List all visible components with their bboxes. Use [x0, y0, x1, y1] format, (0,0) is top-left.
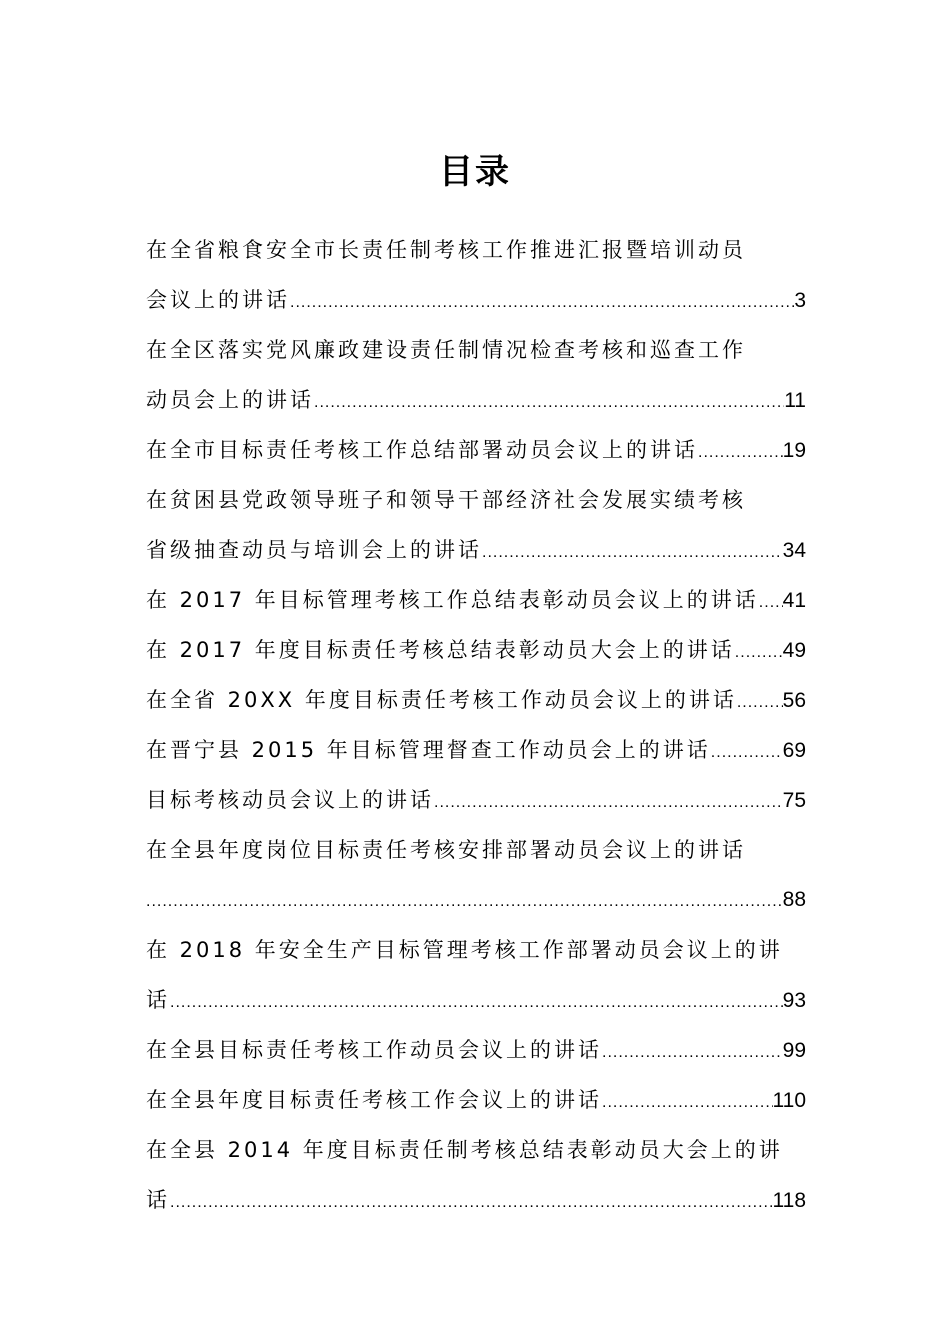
- toc-entry[interactable]: [146, 775, 806, 825]
- toc-entry-last-line: [146, 625, 806, 675]
- dot-leader: [602, 1078, 773, 1125]
- page-title: 目录: [439, 152, 511, 192]
- toc-entry-last-line: [146, 775, 806, 825]
- toc-entry-last-line: [146, 275, 806, 325]
- toc-page-number: 56: [782, 689, 806, 712]
- toc-entry[interactable]: [146, 225, 806, 325]
- toc-page-number: 93: [782, 989, 806, 1012]
- toc-entry-last-line: [146, 575, 806, 625]
- dot-leader: [170, 1178, 773, 1225]
- dot-leader: [290, 278, 794, 325]
- table-of-contents: [146, 225, 806, 1225]
- toc-entry-title-line: 在 2018 年安全生产目标管理考核工作部署动员会议上的讲: [146, 938, 783, 962]
- toc-entry-title-end: 在 2017 年目标管理考核工作总结表彰动员会议上的讲话: [146, 588, 759, 612]
- dot-leader: [735, 628, 783, 675]
- toc-entry-title-end: 在晋宁县 2015 年目标管理督查工作动员会上的讲话: [146, 738, 711, 762]
- toc-entry-title-end: 省级抽查动员与培训会上的讲话: [146, 538, 482, 562]
- toc-page-number: 118: [772, 1189, 806, 1212]
- toc-entry-last-line: [146, 1075, 806, 1125]
- dot-leader: [602, 1028, 783, 1075]
- dot-leader: [314, 378, 784, 425]
- toc-entry-title-line: 在全县 2014 年度目标责任制考核总结表彰动员大会上的讲: [146, 1138, 783, 1162]
- toc-entry-title-end: 话: [146, 988, 170, 1012]
- toc-entry[interactable]: [146, 625, 806, 675]
- toc-entry-last-line: [146, 725, 806, 775]
- toc-entry[interactable]: [146, 925, 806, 1025]
- toc-entry[interactable]: [146, 1025, 806, 1075]
- toc-entry-title-line: 在贫困县党政领导班子和领导干部经济社会发展实绩考核: [146, 488, 746, 512]
- toc-entry-last-line: [146, 1175, 806, 1225]
- toc-page-number: 34: [782, 539, 806, 562]
- toc-page-number: 69: [782, 739, 806, 762]
- dot-leader: [434, 778, 783, 825]
- toc-page-number: 88: [782, 888, 806, 911]
- dot-leader: [146, 877, 783, 925]
- toc-page-number: 19: [782, 439, 806, 462]
- toc-entry-title-end: 动员会上的讲话: [146, 388, 314, 412]
- toc-entry-title-end: 目标考核动员会议上的讲话: [146, 788, 434, 812]
- toc-entry-title-end: 在全市目标责任考核工作总结部署动员会议上的讲话: [146, 438, 698, 462]
- toc-entry-last-line: [146, 525, 806, 575]
- toc-page-number: 49: [782, 639, 806, 662]
- toc-entry-title-end: 在 2017 年度目标责任考核总结表彰动员大会上的讲话: [146, 638, 735, 662]
- toc-page-number: 75: [782, 789, 806, 812]
- toc-entry-title-end: 会议上的讲话: [146, 288, 290, 312]
- toc-entry-last-line: [146, 375, 806, 425]
- toc-entry[interactable]: [146, 725, 806, 775]
- toc-entry-title-line: 在全县年度岗位目标责任考核安排部署动员会议上的讲话: [146, 838, 746, 862]
- toc-entry[interactable]: [146, 475, 806, 575]
- toc-entry-title-line: 在全省粮食安全市长责任制考核工作推进汇报暨培训动员: [146, 238, 746, 262]
- toc-page-number: 3: [794, 289, 806, 312]
- toc-page-number: 41: [782, 589, 806, 612]
- toc-entry-title-end: 在全县目标责任考核工作动员会议上的讲话: [146, 1038, 602, 1062]
- toc-entry-last-line: [146, 425, 806, 475]
- dot-leader: [711, 728, 783, 775]
- toc-entry-last-line: [146, 975, 806, 1025]
- dot-leader: [737, 678, 783, 725]
- toc-entry[interactable]: [146, 1075, 806, 1125]
- toc-page-number: 99: [782, 1039, 806, 1062]
- toc-entry[interactable]: [146, 1125, 806, 1225]
- toc-entry-title-end: 在全县年度目标责任考核工作会议上的讲话: [146, 1088, 602, 1112]
- toc-entry-last-line: [146, 1025, 806, 1075]
- toc-entry[interactable]: [146, 825, 806, 925]
- toc-entry[interactable]: [146, 575, 806, 625]
- toc-page-number: 11: [784, 389, 806, 412]
- toc-entry-title-line: 在全区落实党风廉政建设责任制情况检查考核和巡查工作: [146, 338, 746, 362]
- dot-leader: [759, 578, 783, 625]
- toc-entry-last-line: [146, 675, 806, 725]
- toc-entry-title-end: 话: [146, 1188, 170, 1212]
- toc-page-number: 110: [772, 1089, 806, 1112]
- toc-entry-title-end: 在全省 20XX 年度目标责任考核工作动员会议上的讲话: [146, 688, 737, 712]
- toc-entry[interactable]: [146, 325, 806, 425]
- toc-entry[interactable]: [146, 425, 806, 475]
- toc-entry-last-line: [146, 875, 806, 925]
- dot-leader: [482, 528, 783, 575]
- toc-entry[interactable]: [146, 675, 806, 725]
- dot-leader: [170, 978, 783, 1025]
- dot-leader: [698, 428, 783, 475]
